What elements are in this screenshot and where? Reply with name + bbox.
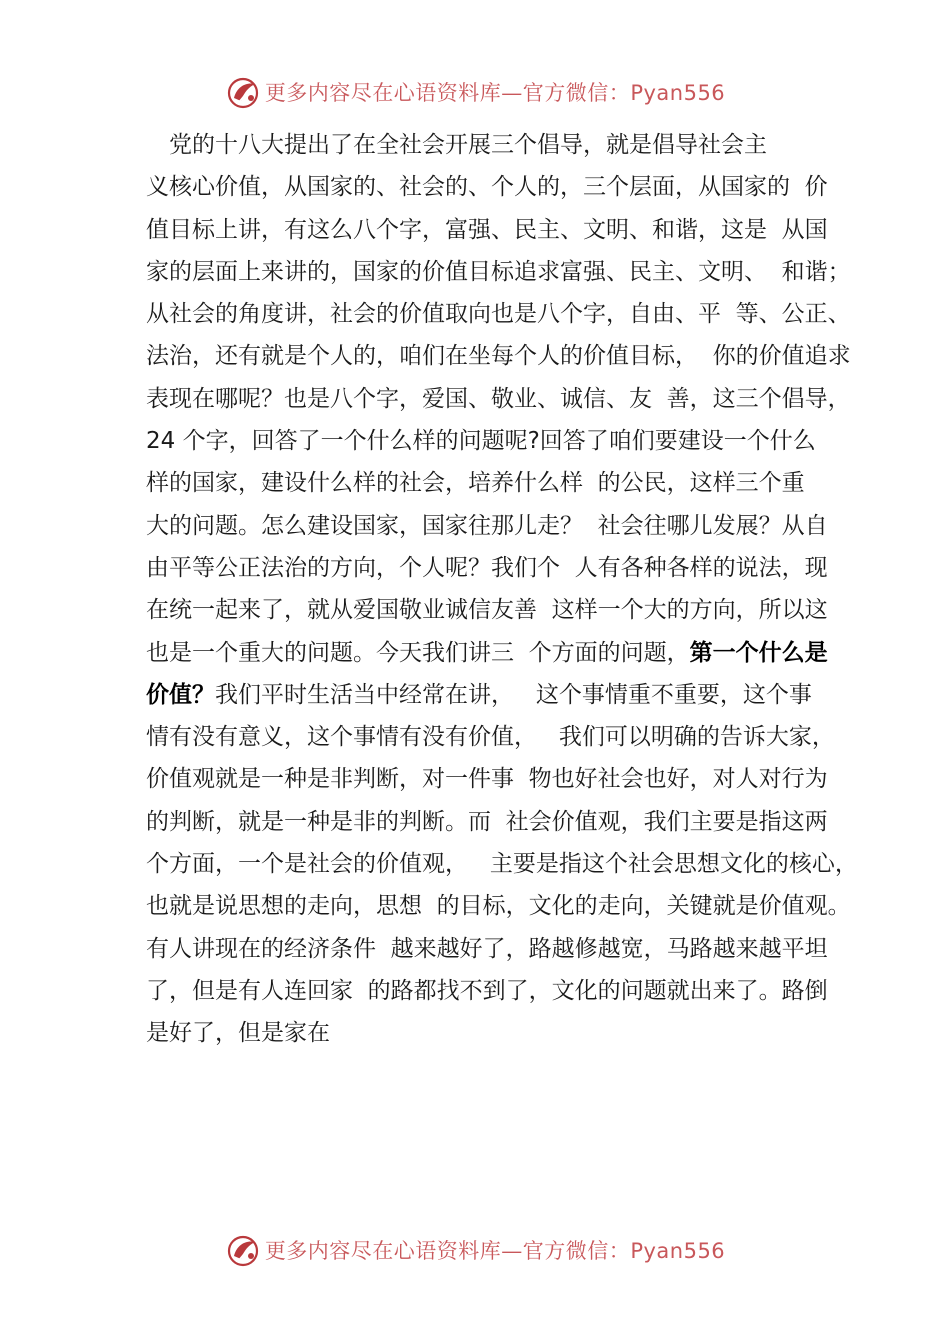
paragraph-line: 家的层面上来讲的，国家的价值目标追求富强、民主、文明、 和谐； bbox=[146, 258, 851, 285]
brand-logo-icon bbox=[225, 1232, 261, 1268]
paragraph-line: 也就是说思想的走向，思想 的目标，文化的走向，关键就是价值观。 bbox=[146, 893, 851, 920]
paragraph-line: 的判断，就是一种是非的判断。而 社会价值观，我们主要是指这两 bbox=[146, 808, 828, 835]
paragraph-line: 价值观就是一种是非判断，对一件事 物也好社会也好，对人对行为 bbox=[146, 766, 828, 793]
paragraph-line: 有人讲现在的经济条件 越来越好了，路越修越宽，马路越来越平坦 bbox=[146, 935, 828, 962]
footer-wechat-id: Pyan556 bbox=[630, 1239, 726, 1263]
paragraph-line: 由平等公正法治的方向，个人呢？我们个 人有各种各样的说法，现 bbox=[146, 554, 828, 581]
footer-text: 更多内容尽在心语资料库—官方微信：Pyan556 bbox=[264, 1239, 726, 1263]
paragraph-line bbox=[146, 674, 836, 716]
paragraph-line: 从社会的角度讲，社会的价值取向也是八个字，自由、平 等、公正、 bbox=[146, 301, 851, 328]
paragraph-line: 样的国家，建设什么样的社会，培养什么样 的公民，这样三个重 bbox=[146, 470, 805, 497]
paragraph-line: 24 个字，回答了一个什么样的问题呢?回答了咱们要建设一个什么 bbox=[146, 428, 816, 455]
line-text: 我们平时生活当中经常在讲， 这个事情重不重要，这个事 bbox=[215, 681, 812, 708]
paragraph-line: 义核心价值，从国家的、社会的、个人的，三个层面，从国家的 价 bbox=[146, 174, 828, 201]
bold-heading-text: 价值？ bbox=[146, 681, 215, 708]
bold-heading-text: 第一个什么是 bbox=[689, 639, 828, 666]
paragraph-line: 值目标上讲，有这么八个字，富强、民主、文明、和谐，这是 从国 bbox=[146, 216, 828, 243]
brand-logo-icon bbox=[225, 74, 261, 110]
paragraph-line: 表现在哪呢？也是八个字，爱国、敬业、诚信、友 善，这三个倡导， bbox=[146, 385, 851, 412]
paragraph-line: 了，但是有人连回家 的路都找不到了，文化的问题就出来了。路倒 bbox=[146, 977, 828, 1004]
line-text: 也是一个重大的问题。今天我们讲三 个方面的问题， bbox=[146, 639, 690, 666]
paragraph-line: 在统一起来了，就从爱国敬业诚信友善 这样一个大的方向，所以这 bbox=[146, 597, 828, 624]
paragraph-line: 是好了，但是家在 bbox=[146, 1020, 330, 1047]
header-text: 更多内容尽在心语资料库—官方微信：Pyan556 bbox=[264, 81, 726, 105]
document-body bbox=[146, 124, 858, 1055]
paragraph-line: 个方面，一个是社会的价值观， 主要是指这个社会思想文化的核心， bbox=[146, 851, 858, 878]
paragraph-line: 法治，还有就是个人的，咱们在坐每个人的价值目标， 你的价值追求 bbox=[146, 343, 851, 370]
paragraph-line: 党的十八大提出了在全社会开展三个倡导，就是倡导社会主 bbox=[146, 132, 767, 158]
header-wechat-id: Pyan556 bbox=[630, 81, 726, 105]
paragraph-line: 情有没有意义，这个事情有没有价值， 我们可以明确的告诉大家， bbox=[146, 724, 835, 751]
footer-banner bbox=[0, 1230, 950, 1270]
paragraph-line bbox=[146, 632, 836, 674]
paragraph-line: 大的问题。怎么建设国家，国家往那儿走？ 社会往哪儿发展？从自 bbox=[146, 512, 828, 539]
header-banner bbox=[0, 72, 950, 112]
